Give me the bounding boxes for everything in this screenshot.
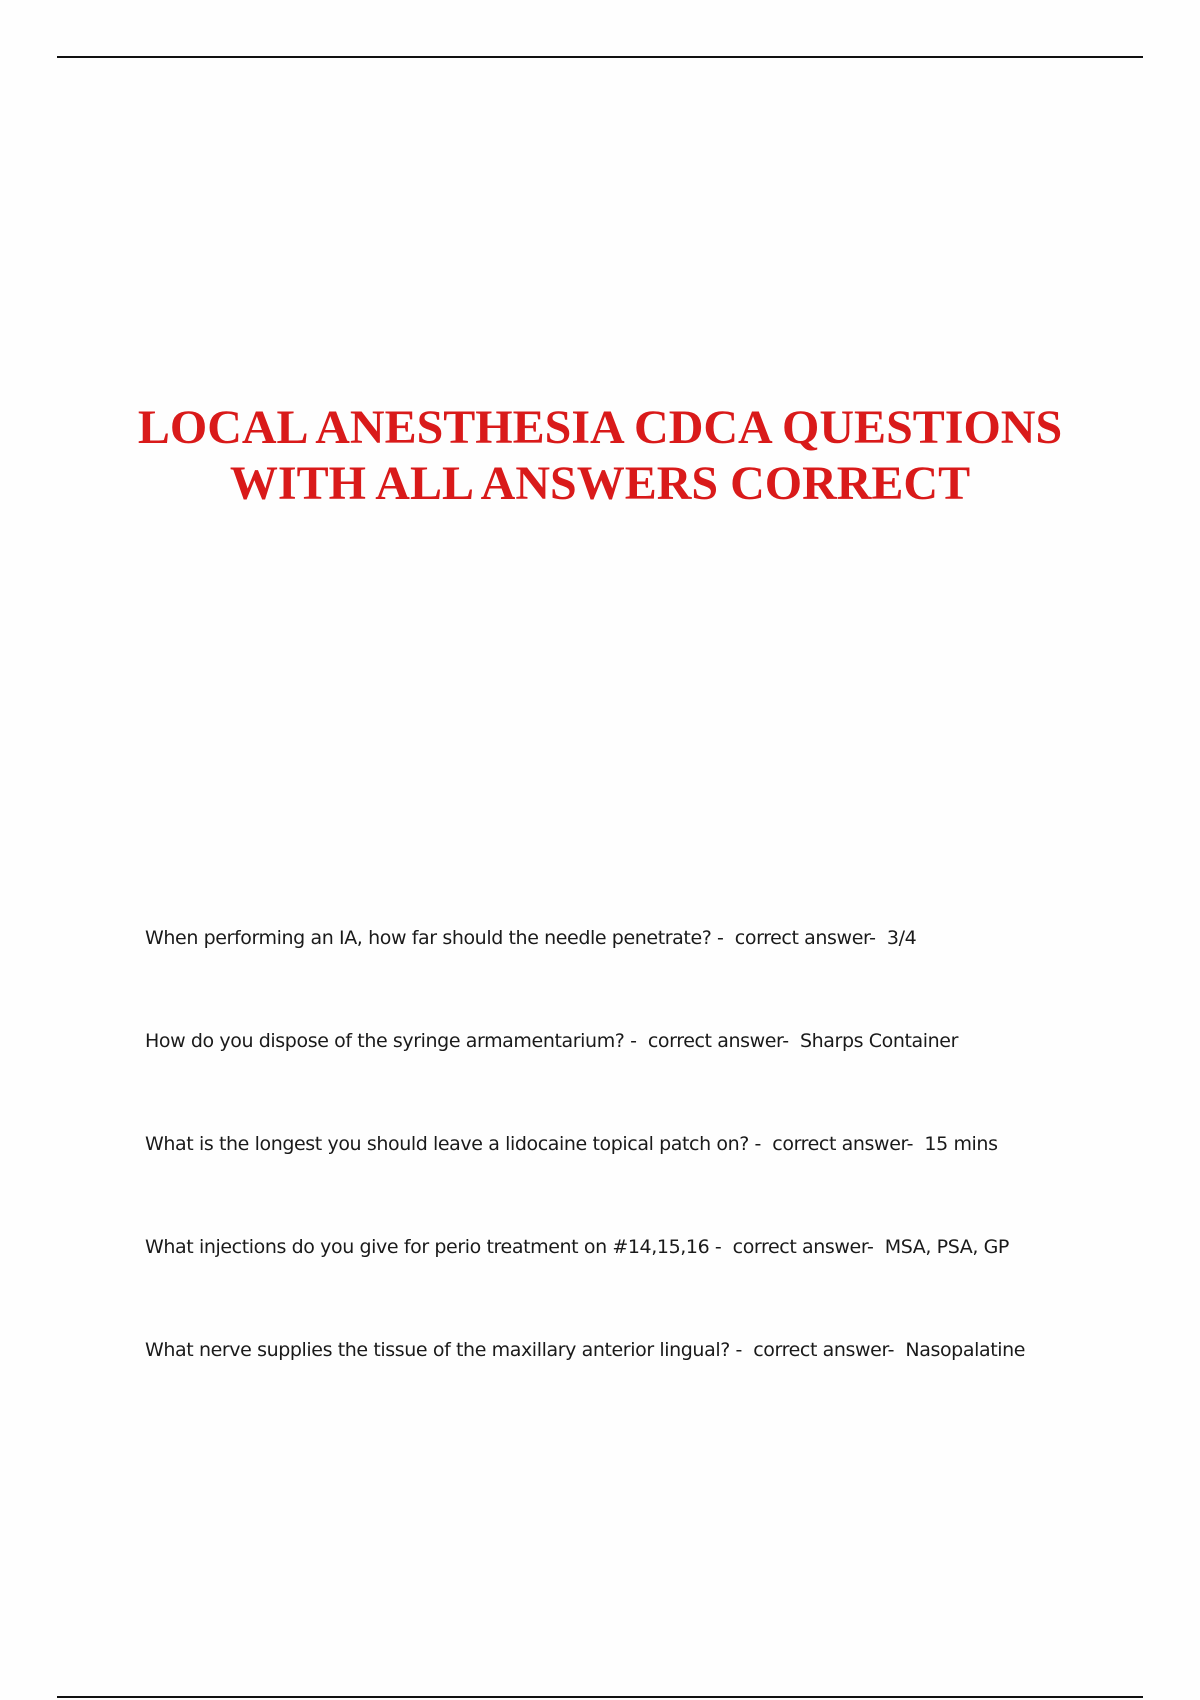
question-text: What nerve supplies the tissue of the maxillary anterior lingual? xyxy=(145,1339,730,1361)
qa-item xyxy=(145,1026,1105,1129)
qa-item xyxy=(145,923,1105,1026)
qa-item xyxy=(145,1129,1105,1232)
question-text: When performing an IA, how far should the needle penetrate? xyxy=(145,927,712,949)
answer-separator: - correct answer- xyxy=(624,1030,800,1052)
answer-text: 15 mins xyxy=(924,1133,998,1155)
title-line-2: WITH ALL ANSWERS CORRECT xyxy=(229,457,971,510)
answer-text: MSA, PSA, GP xyxy=(884,1236,1009,1258)
title-line-1: LOCAL ANESTHESIA CDCA QUESTIONS xyxy=(137,401,1063,454)
question-text: What is the longest you should leave a lidocaine topical patch on? xyxy=(145,1133,749,1155)
answer-text: Sharps Container xyxy=(800,1030,959,1052)
question-text: What injections do you give for perio treatment on #14,15,16 xyxy=(145,1236,710,1258)
qa-item xyxy=(145,1232,1105,1335)
answer-separator: - correct answer- xyxy=(711,927,887,949)
document-title xyxy=(100,400,1100,512)
answer-text: 3/4 xyxy=(886,927,917,949)
answer-separator: - correct answer- xyxy=(709,1236,885,1258)
question-answer-list xyxy=(145,923,1105,1438)
bottom-rule xyxy=(57,1696,1143,1698)
answer-separator: - correct answer- xyxy=(748,1133,925,1155)
answer-separator: - correct answer- xyxy=(729,1339,906,1361)
question-text: How do you dispose of the syringe armamentarium? xyxy=(145,1030,625,1052)
answer-text: Nasopalatine xyxy=(905,1339,1026,1361)
top-rule xyxy=(57,56,1143,58)
qa-item xyxy=(145,1335,1105,1438)
